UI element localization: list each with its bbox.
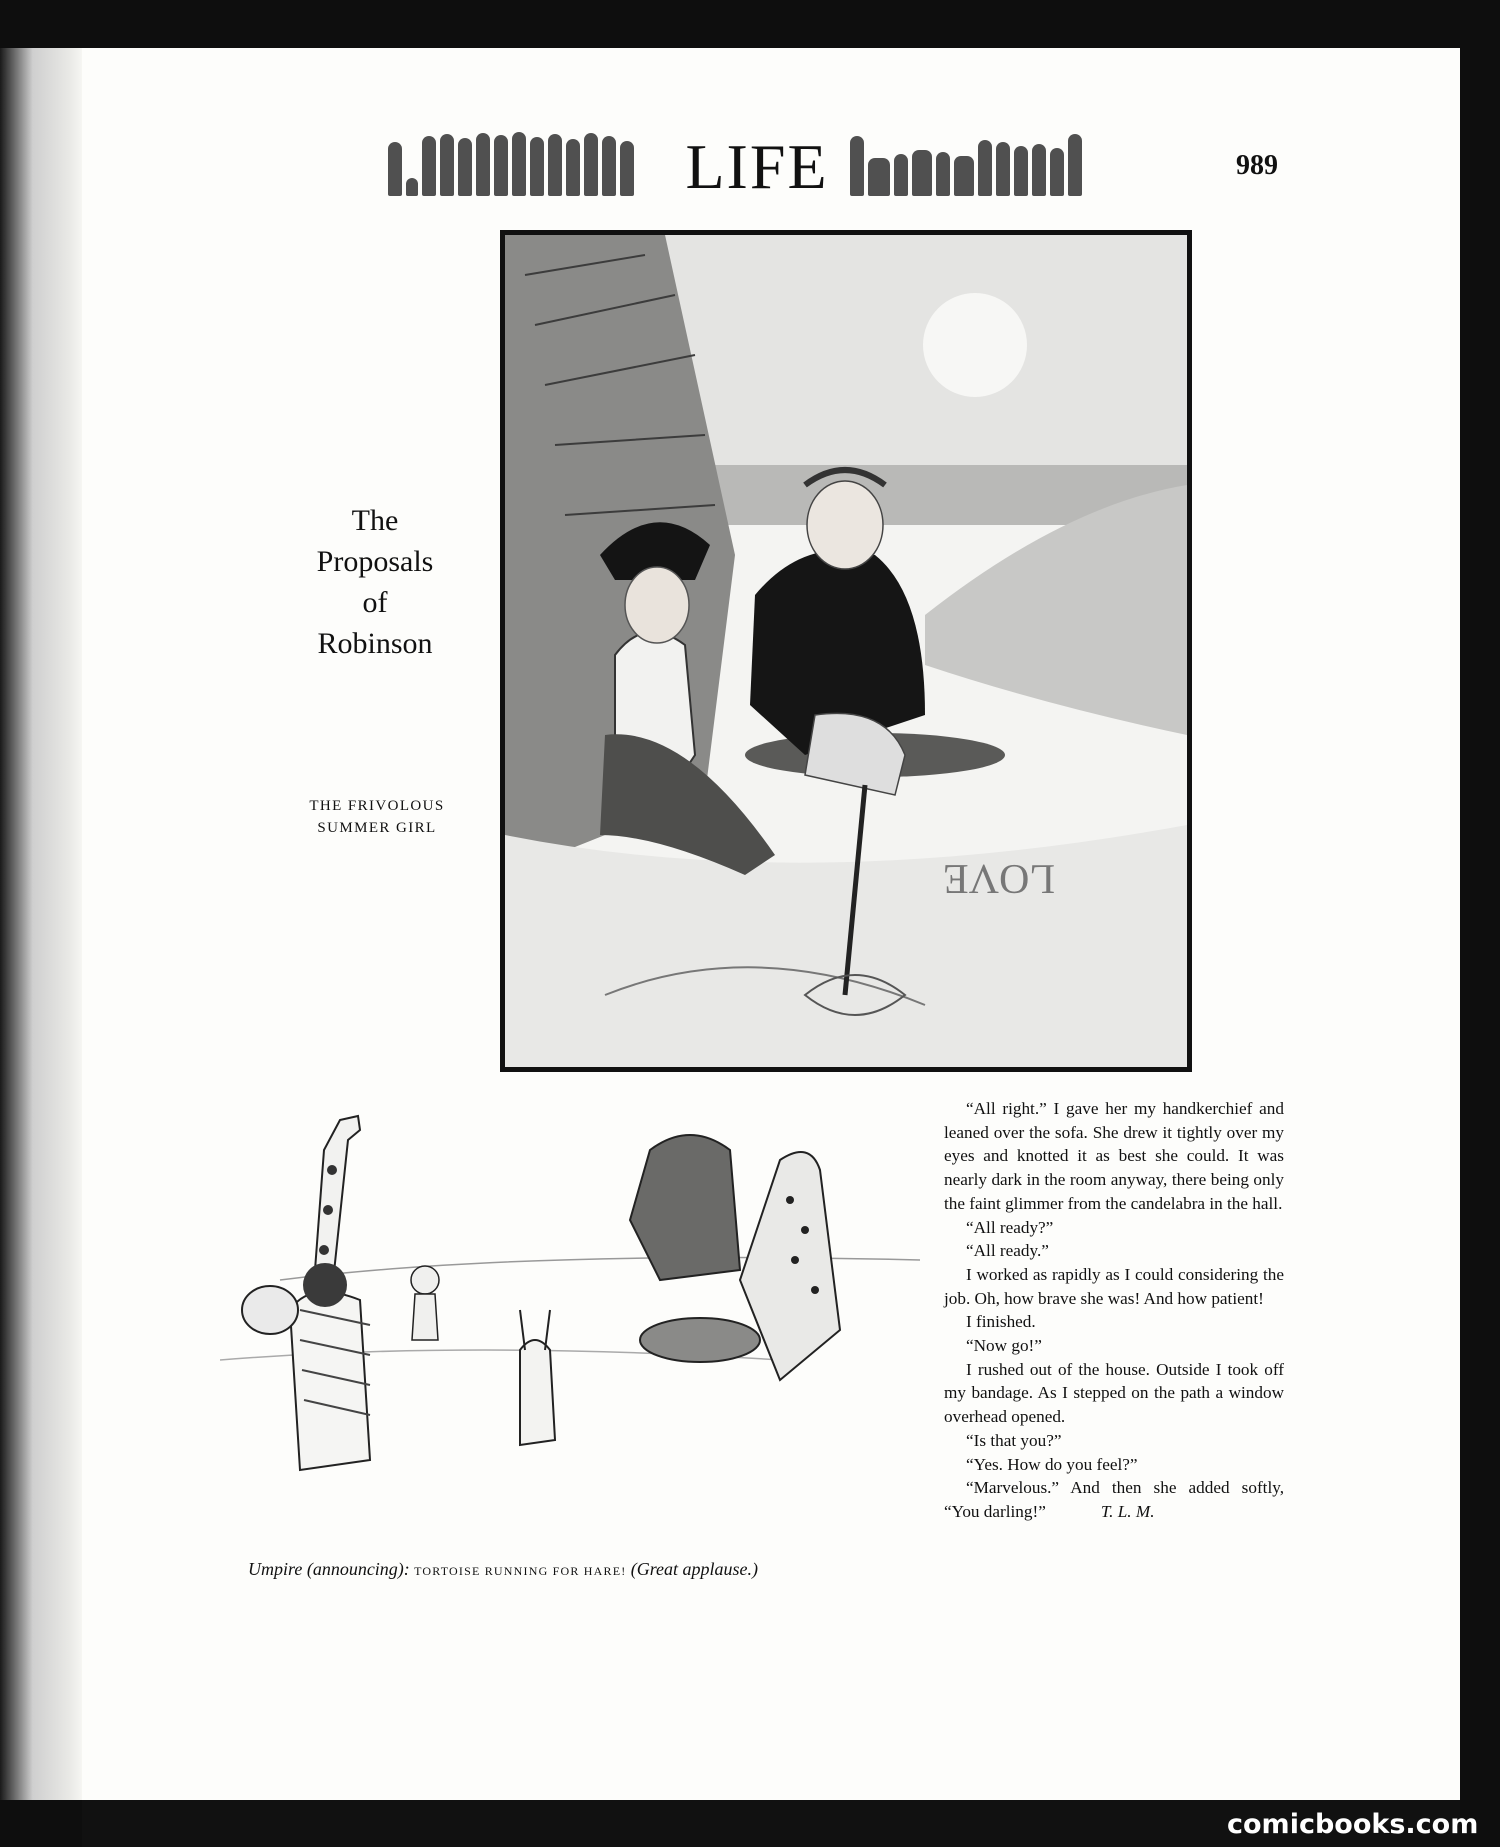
- story-paragraph: [944, 1476, 1284, 1523]
- frieze-figure: [406, 178, 418, 196]
- feature-title-line: of: [362, 586, 388, 619]
- story-paragraph: I worked as rapidly as I could considering the job. Oh, how brave she was! And how patient!: [944, 1264, 1284, 1308]
- frieze-figure: [1050, 148, 1064, 196]
- frieze-figure: [996, 142, 1010, 196]
- cartoon-figures-drawing: [220, 1110, 920, 1590]
- frieze-figure: [422, 136, 436, 196]
- frieze-figure: [868, 158, 890, 196]
- frieze-figure: [530, 137, 544, 196]
- frieze-figure: [1014, 146, 1028, 196]
- caption-line: SUMMER GIRL: [317, 820, 437, 836]
- frieze-figure: [494, 135, 508, 196]
- story-paragraph: “Is that you?”: [966, 1430, 1062, 1450]
- frieze-figure: [584, 133, 598, 196]
- feature-title-line: Robinson: [317, 627, 433, 660]
- caption-reaction: (Great applause.): [630, 1559, 759, 1579]
- frieze-figure: [458, 138, 472, 196]
- frieze-figure: [1068, 134, 1082, 196]
- feature-title: [290, 500, 460, 664]
- beach-scene-drawing: [505, 235, 1187, 1067]
- frieze-figure: [894, 154, 908, 196]
- magazine-title: LIFE: [685, 131, 829, 202]
- frieze-figure: [602, 136, 616, 196]
- frieze-figure: [936, 152, 950, 196]
- caption-line: THE FRIVOLOUS: [309, 798, 445, 814]
- caption-announcement: TORTOISE RUNNING FOR HARE!: [414, 1564, 627, 1578]
- frieze-figure: [388, 142, 402, 196]
- frieze-figure: [620, 141, 634, 196]
- watermark: comicbooks.com: [1227, 1809, 1479, 1840]
- feature-title-line: The: [351, 504, 399, 537]
- illustration-caption: [292, 795, 462, 839]
- frieze-figure: [566, 139, 580, 196]
- story-paragraph: “All right.” I gave her my handkerchief and leaned over the sofa. She drew it tightly over my eyes and knotted it as best she could. It was nearly dark in the room anyway, there being only the faint glimmer from the candelabra in the hall.: [944, 1099, 1284, 1213]
- frieze-figure: [954, 156, 974, 196]
- frieze-figure: [476, 133, 490, 196]
- book-gutter-edge: [0, 48, 82, 1800]
- masthead-frieze-right: [850, 132, 1082, 196]
- story-paragraph: “Yes. How do you feel?”: [966, 1454, 1138, 1474]
- frieze-figure: [548, 134, 562, 196]
- frieze-figure: [912, 150, 932, 196]
- beach-illustration: [500, 230, 1192, 1072]
- frieze-figure: [850, 136, 864, 196]
- story-paragraph: “All ready?”: [966, 1217, 1054, 1237]
- story-paragraph: I finished.: [966, 1312, 1036, 1332]
- story-last-line: “Marvelous.” And then she added softly, “You darling!”: [944, 1478, 1284, 1521]
- feature-title-line: Proposals: [316, 545, 434, 578]
- frieze-figure: [978, 140, 992, 196]
- story-column: [944, 1097, 1284, 1524]
- page-number: 989: [1236, 150, 1278, 181]
- frieze-figure: [512, 132, 526, 196]
- masthead: [380, 128, 1120, 200]
- story-signature: T. L. M.: [1100, 1501, 1155, 1521]
- masthead-frieze-left: [388, 132, 634, 196]
- frieze-figure: [1032, 144, 1046, 196]
- cartoon-figures: [220, 1110, 920, 1590]
- cartoon-caption: [248, 1559, 758, 1580]
- story-paragraph: “Now go!”: [966, 1336, 1042, 1356]
- story-paragraph: I rushed out of the house. Outside I took off my bandage. As I stepped on the path a window overhead opened.: [944, 1359, 1284, 1427]
- frieze-figure: [440, 134, 454, 196]
- caption-speaker: Umpire (announcing):: [248, 1559, 410, 1579]
- story-paragraph: “All ready.”: [966, 1241, 1049, 1261]
- sand-writing: LOVE: [943, 855, 1055, 901]
